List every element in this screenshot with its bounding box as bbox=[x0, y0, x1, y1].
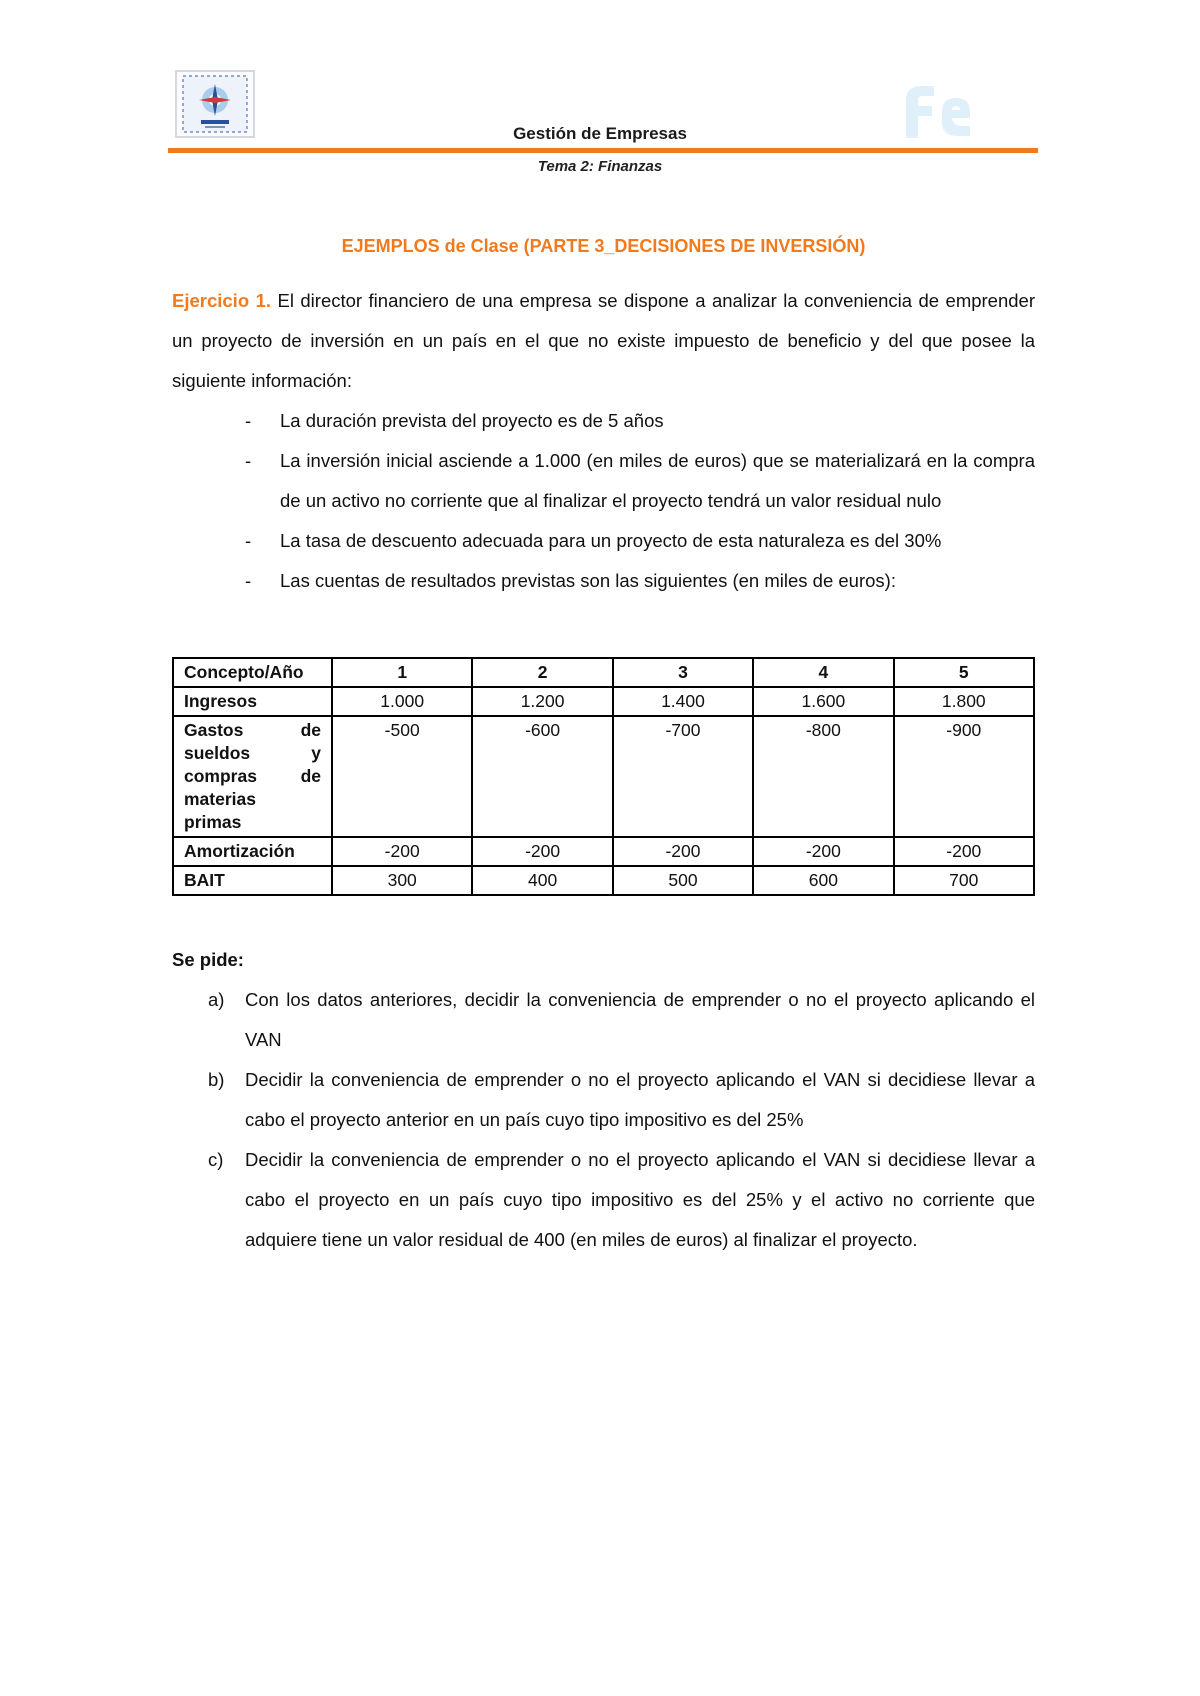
list-item-text: Las cuentas de resultados previstas son las siguientes (en miles de euros): bbox=[280, 570, 896, 591]
table-row bbox=[173, 837, 1034, 866]
header-subtitle: Tema 2: Finanzas bbox=[537, 158, 663, 175]
table-cell: -200 bbox=[613, 837, 753, 866]
dash-bullet: - bbox=[245, 530, 252, 551]
table-header-cell: Concepto/Año bbox=[173, 658, 332, 687]
table-cell: -200 bbox=[332, 837, 472, 866]
table-cell: -500 bbox=[332, 716, 472, 837]
table-row bbox=[173, 687, 1034, 716]
list-item bbox=[172, 561, 1035, 601]
table-cell: -200 bbox=[753, 837, 893, 866]
table-cell: -600 bbox=[472, 716, 612, 837]
list-item bbox=[172, 401, 1035, 441]
list-item-text: Decidir la conveniencia de emprender o no el proyecto aplicando el VAN si decidiese llevar a cabo el proyecto en un país cuyo tipo impositivo es del 25% y el activo no corriente que adquiere tiene un valor residual de 400 (en miles de euros) al finalizar el proyecto. bbox=[245, 1149, 1035, 1250]
table-cell: 300 bbox=[332, 866, 472, 895]
table-cell: 400 bbox=[472, 866, 612, 895]
table-header-cell: 1 bbox=[332, 658, 472, 687]
list-item-text: La duración prevista del proyecto es de 5 años bbox=[280, 410, 664, 431]
row-label: BAIT bbox=[173, 866, 332, 895]
list-item bbox=[172, 1060, 1035, 1140]
row-label: Amortización bbox=[173, 837, 332, 866]
table-cell: 500 bbox=[613, 866, 753, 895]
table-cell: -200 bbox=[894, 837, 1034, 866]
table-cell: 1.000 bbox=[332, 687, 472, 716]
table-cell: 600 bbox=[753, 866, 893, 895]
table-header-cell: 4 bbox=[753, 658, 893, 687]
row-label-line: compras de bbox=[184, 766, 321, 786]
table-header-row bbox=[173, 658, 1034, 687]
row-label-line: Gastos de bbox=[184, 720, 321, 740]
dash-bullet: - bbox=[245, 570, 252, 591]
list-item bbox=[172, 1140, 1035, 1260]
list-item bbox=[172, 980, 1035, 1060]
table-header-cell: 2 bbox=[472, 658, 612, 687]
document-body bbox=[172, 236, 1035, 1260]
row-label bbox=[173, 716, 332, 837]
exercise-intro-text: El director financiero de una empresa se dispone a analizar la conveniencia de emprender un proyecto de inversión en un país en el que no existe impuesto de beneficio y del que posee la siguiente información: bbox=[172, 290, 1036, 391]
list-item-text: Con los datos anteriores, decidir la conveniencia de emprender o no el proyecto aplicando el VAN bbox=[245, 989, 1035, 1050]
row-label-line: materias bbox=[184, 789, 256, 809]
dash-bullet: - bbox=[245, 450, 252, 471]
requests-list bbox=[172, 980, 1035, 1260]
list-item bbox=[172, 441, 1035, 521]
row-label-line: primas bbox=[184, 812, 242, 832]
info-list bbox=[172, 401, 1035, 601]
dash-bullet: - bbox=[245, 410, 252, 431]
income-statement-table bbox=[172, 657, 1035, 896]
table-row bbox=[173, 716, 1034, 837]
list-item-text: La inversión inicial asciende a 1.000 (en miles de euros) que se materializará en la compra de un activo no corriente que al finalizar el proyecto tendrá un valor residual nulo bbox=[280, 450, 1035, 511]
list-item-text: Decidir la conveniencia de emprender o no el proyecto aplicando el VAN si decidiese llevar a cabo el proyecto anterior en un país cuyo tipo impositivo es del 25% bbox=[245, 1069, 1035, 1130]
list-item-text: La tasa de descuento adecuada para un proyecto de esta naturaleza es del 30% bbox=[280, 530, 942, 551]
table-header-cell: 5 bbox=[894, 658, 1034, 687]
table-cell: -700 bbox=[613, 716, 753, 837]
requests-title: Se pide: bbox=[172, 949, 244, 970]
table-cell: -900 bbox=[894, 716, 1034, 837]
table-cell: -800 bbox=[753, 716, 893, 837]
header-divider bbox=[168, 148, 1038, 153]
table-cell: 1.400 bbox=[613, 687, 753, 716]
table-cell: 1.600 bbox=[753, 687, 893, 716]
section-title: EJEMPLOS de Clase (PARTE 3_DECISIONES DE INVERSIÓN) bbox=[341, 236, 866, 256]
table-header-cell: 3 bbox=[613, 658, 753, 687]
header-title: Gestión de Empresas bbox=[513, 124, 687, 143]
item-letter: b) bbox=[208, 1069, 225, 1090]
list-item bbox=[172, 521, 1035, 561]
table-cell: 1.800 bbox=[894, 687, 1034, 716]
table-row bbox=[173, 866, 1034, 895]
row-label-line: sueldos y bbox=[184, 743, 321, 763]
table-cell: 1.200 bbox=[472, 687, 612, 716]
row-label: Ingresos bbox=[173, 687, 332, 716]
item-letter: c) bbox=[208, 1149, 224, 1170]
exercise-intro bbox=[172, 281, 1035, 401]
table-cell: -200 bbox=[472, 837, 612, 866]
exercise-label: Ejercicio 1. bbox=[172, 290, 272, 311]
table-cell: 700 bbox=[894, 866, 1034, 895]
item-letter: a) bbox=[208, 989, 225, 1010]
